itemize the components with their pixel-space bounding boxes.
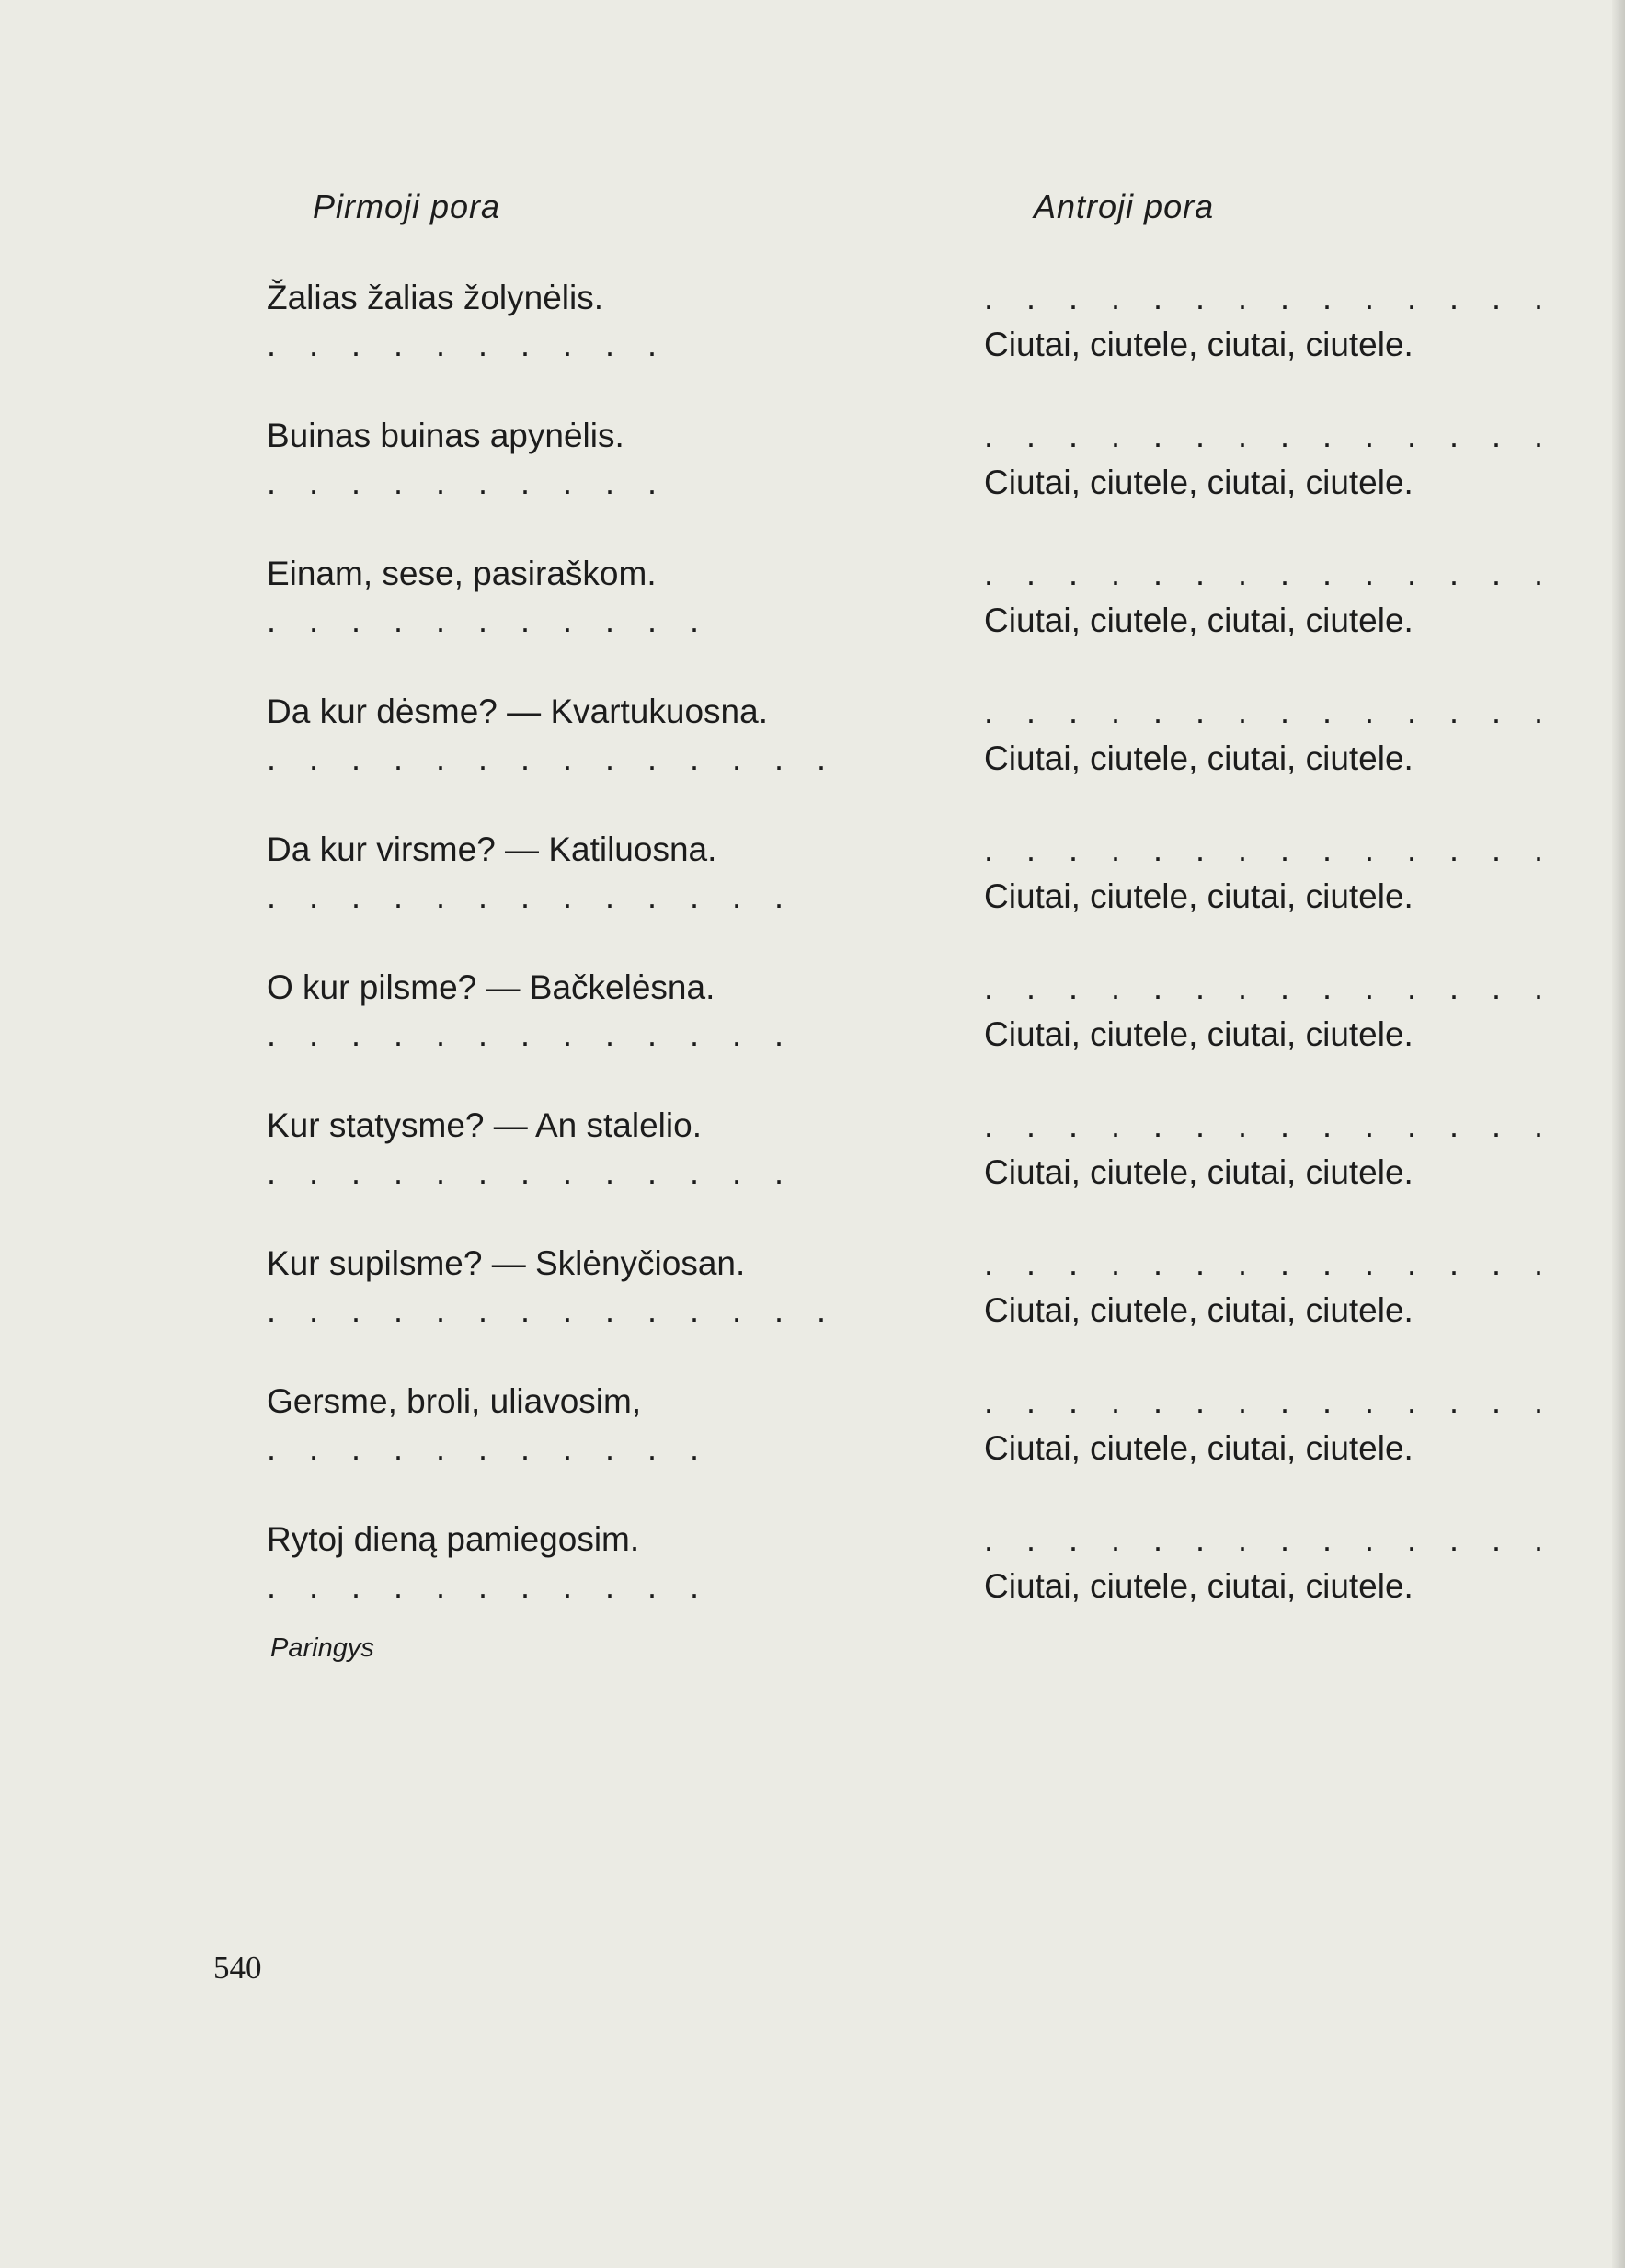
stanza-right [984, 1240, 1573, 1378]
verse-line: O kur pilsme? — Bačkelėsna. [267, 968, 715, 1006]
stanza-right [984, 274, 1573, 412]
dots-placeholder: . . . . . . . . . . [267, 464, 669, 501]
refrain-line: Ciutai, ciutele, ciutai, ciutele. [984, 1153, 1413, 1191]
verse-line: Da kur virsme? — Katiluosna. [267, 830, 717, 868]
verse-line: Žalias žalias žolynėlis. [267, 279, 604, 316]
dots-placeholder: . . . . . . . . . . . . . [267, 1015, 796, 1053]
page-number: 540 [213, 1950, 262, 1986]
dots-placeholder: . . . . . . . . . . . . . . [984, 693, 1556, 730]
refrain-line: Ciutai, ciutele, ciutai, ciutele. [984, 739, 1413, 777]
stanza-right [984, 1378, 1573, 1516]
dots-placeholder: . . . . . . . . . . . . . . [984, 830, 1556, 868]
refrain-line: Ciutai, ciutele, ciutai, ciutele. [984, 1567, 1413, 1605]
stanza-right [984, 550, 1573, 688]
second-pair-heading: Antroji pora [1034, 188, 1215, 225]
dots-placeholder: . . . . . . . . . . [267, 326, 669, 363]
first-pair-heading: Pirmoji pora [313, 188, 501, 225]
dots-placeholder: . . . . . . . . . . . [267, 1567, 712, 1605]
dots-placeholder: . . . . . . . . . . . . . . [984, 417, 1556, 454]
refrain-line: Ciutai, ciutele, ciutai, ciutele. [984, 1291, 1413, 1329]
dots-placeholder: . . . . . . . . . . . . . . [984, 1106, 1556, 1144]
verse-line: Kur statysme? — An stalelio. [267, 1106, 702, 1144]
verse-line: Rytoj dieną pamiegosim. [267, 1520, 640, 1558]
stanza-left [267, 826, 892, 964]
refrain-line: Ciutai, ciutele, ciutai, ciutele. [984, 1015, 1413, 1053]
stanza-right [984, 964, 1573, 1102]
stanza-right [984, 688, 1573, 826]
dots-placeholder: . . . . . . . . . . . . . . [984, 279, 1556, 316]
stanza-left [267, 1240, 892, 1378]
verse-line: Gersme, broli, uliavosim, [267, 1382, 642, 1420]
stanza-left [267, 274, 892, 412]
stanza-right [984, 412, 1573, 550]
dots-placeholder: . . . . . . . . . . . [267, 601, 712, 639]
stanza-right [984, 1102, 1573, 1240]
second-pair-column [984, 274, 1573, 1654]
stanza-left [267, 688, 892, 826]
dots-placeholder: . . . . . . . . . . . . . [267, 1153, 796, 1191]
verse-line: Da kur dėsme? — Kvartukuosna. [267, 693, 768, 730]
stanza-right [984, 1516, 1573, 1654]
dots-placeholder: . . . . . . . . . . . . . . [984, 968, 1556, 1006]
dots-placeholder: . . . . . . . . . . . . . . [984, 1520, 1556, 1558]
dots-placeholder: . . . . . . . . . . . . . . [984, 1382, 1556, 1420]
footer-label: Paringys [270, 1633, 374, 1663]
refrain-line: Ciutai, ciutele, ciutai, ciutele. [984, 877, 1413, 915]
refrain-line: Ciutai, ciutele, ciutai, ciutele. [984, 326, 1413, 363]
verse-line: Kur supilsme? — Sklėnyčiosan. [267, 1244, 746, 1282]
stanza-right [984, 826, 1573, 964]
first-pair-column [267, 274, 892, 1654]
refrain-line: Ciutai, ciutele, ciutai, ciutele. [984, 1429, 1413, 1467]
page-edge [1612, 0, 1625, 2268]
refrain-line: Ciutai, ciutele, ciutai, ciutele. [984, 464, 1413, 501]
dots-placeholder: . . . . . . . . . . . [267, 1429, 712, 1467]
stanza-left [267, 1378, 892, 1516]
dots-placeholder: . . . . . . . . . . . . . . [267, 1291, 839, 1329]
verse-line: Einam, sese, pasiraškom. [267, 555, 657, 592]
stanza-left [267, 964, 892, 1102]
dots-placeholder: . . . . . . . . . . . . . . [984, 1244, 1556, 1282]
dots-placeholder: . . . . . . . . . . . . . . [267, 739, 839, 777]
refrain-line: Ciutai, ciutele, ciutai, ciutele. [984, 601, 1413, 639]
dots-placeholder: . . . . . . . . . . . . . . [984, 555, 1556, 592]
stanza-left [267, 1102, 892, 1240]
dots-placeholder: . . . . . . . . . . . . . [267, 877, 796, 915]
stanza-left [267, 412, 892, 550]
verse-line: Buinas buinas apynėlis. [267, 417, 624, 454]
stanza-left [267, 550, 892, 688]
